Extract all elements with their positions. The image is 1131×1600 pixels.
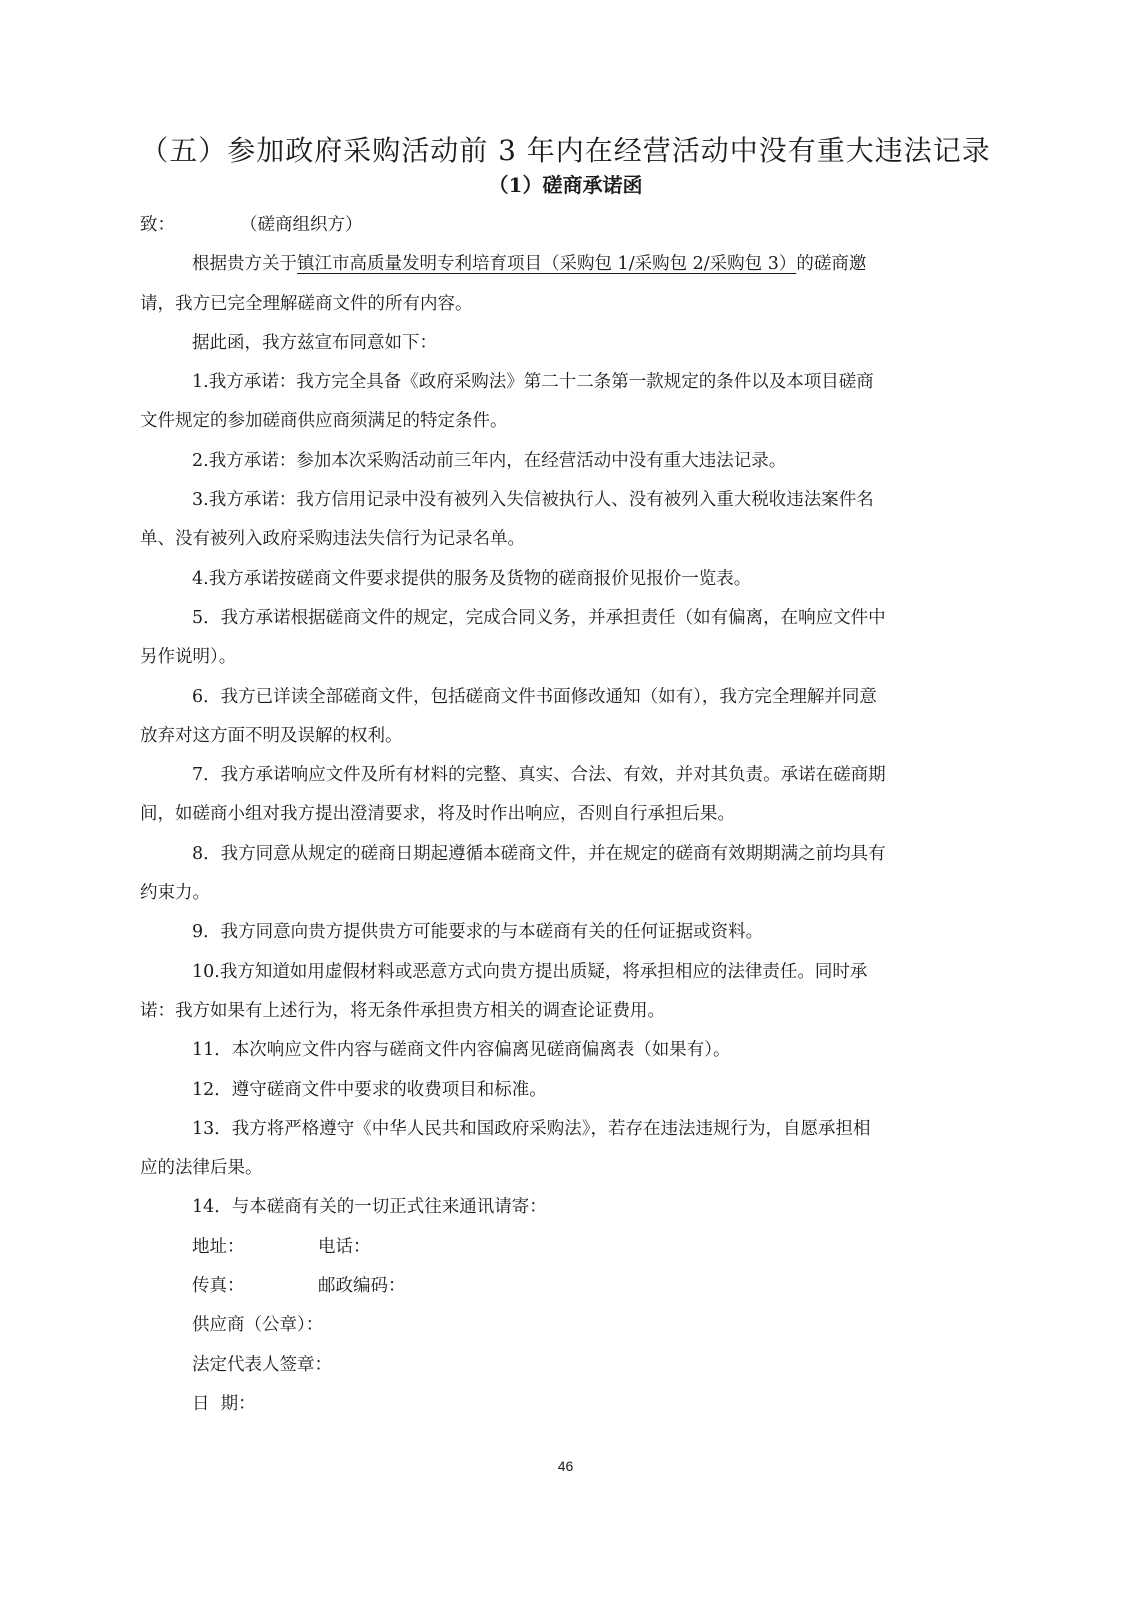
item-13-line-2: 应的法律后果。	[140, 1158, 263, 1179]
address-label: 地址：	[192, 1236, 245, 1257]
item-1-line-2: 文件规定的参加磋商供应商须满足的特定条件。	[140, 411, 508, 432]
item-2-line-1: 2.我方承诺：参加本次采购活动前三年内，在经营活动中没有重大违法记录。	[192, 450, 787, 471]
addressee-line	[140, 206, 970, 245]
item-12-line-1: 12．遵守磋商文件中要求的收费项目和标准。	[192, 1079, 547, 1100]
letter-body	[140, 206, 970, 1424]
intro-text-after: 的磋商邀	[796, 254, 867, 275]
item-8-line-1: 8．我方同意从规定的磋商日期起遵循本磋商文件，并在规定的磋商有效期期满之前均具有	[192, 843, 886, 864]
section-title: （五）参加政府采购活动前 3 年内在经营活动中没有重大违法记录	[140, 134, 991, 167]
item-7-line-2: 间，如磋商小组对我方提出澄清要求，将及时作出响应，否则自行承担后果。	[140, 804, 735, 825]
declaration: 据此函，我方兹宣布同意如下：	[192, 332, 437, 353]
intro-line-2: 请，我方已完全理解磋商文件的所有内容。	[140, 293, 473, 314]
fax-label: 传真：	[192, 1276, 245, 1297]
phone-label: 电话：	[318, 1236, 371, 1257]
item-9-line-1: 9．我方同意向贵方提供贵方可能要求的与本磋商有关的任何证据或资料。	[192, 922, 764, 943]
project-name: 镇江市高质量发明专利培育项目（采购包 1/采购包 2/采购包 3）	[297, 254, 797, 275]
legal-representative-label: 法定代表人签章：	[192, 1354, 332, 1375]
letter-title: （1）磋商承诺函	[488, 173, 643, 197]
item-3-line-1: 3.我方承诺：我方信用记录中没有被列入失信被执行人、没有被列入重大税收违法案件名	[192, 490, 874, 511]
postcode-label: 邮政编码：	[318, 1276, 406, 1297]
item-14-line-1: 14．与本磋商有关的一切正式往来通讯请寄：	[192, 1197, 547, 1218]
supplier-seal-label: 供应商（公章）：	[192, 1315, 324, 1336]
item-7-line-1: 7．我方承诺响应文件及所有材料的完整、真实、合法、有效，并对其负责。承诺在磋商期	[192, 765, 886, 786]
item-5-line-2: 另作说明）。	[140, 647, 237, 668]
item-11-line-1: 11．本次响应文件内容与磋商文件内容偏离见磋商偏离表（如果有）。	[192, 1040, 731, 1061]
item-10-line-2: 诺：我方如果有上述行为，将无条件承担贵方相关的调查论证费用。	[140, 1000, 665, 1021]
item-5-line-1: 5．我方承诺根据磋商文件的规定，完成合同义务，并承担责任（如有偏离，在响应文件中	[192, 607, 886, 628]
item-1-line-1: 1.我方承诺：我方完全具备《政府采购法》第二十二条第一款规定的条件以及本项目磋商	[192, 372, 874, 393]
fax-postcode-line	[140, 1267, 970, 1306]
item-4-line-1: 4.我方承诺按磋商文件要求提供的服务及货物的磋商报价见报价一览表。	[192, 568, 752, 589]
page-number: 46	[557, 1458, 574, 1474]
item-6-line-1: 6．我方已详读全部磋商文件，包括磋商文件书面修改通知（如有），我方完全理解并同意	[192, 686, 877, 707]
intro-line-1	[140, 245, 970, 284]
recipient: （磋商组织方）	[240, 215, 363, 235]
address-phone-line	[140, 1228, 970, 1267]
intro-text-before: 根据贵方关于	[192, 254, 297, 275]
to-label: 致：	[140, 215, 175, 235]
date-label: 日 期：	[192, 1393, 256, 1414]
item-3-line-2: 单、没有被列入政府采购违法失信行为记录名单。	[140, 529, 525, 550]
item-8-line-2: 约束力。	[140, 883, 210, 904]
item-10-line-1: 10.我方知道如用虚假材料或恶意方式向贵方提出质疑，将承担相应的法律责任。同时承	[192, 961, 868, 982]
item-13-line-1: 13．我方将严格遵守《中华人民共和国政府采购法》，若存在违法违规行为，自愿承担相	[192, 1118, 871, 1139]
item-6-line-2: 放弃对这方面不明及误解的权利。	[140, 725, 403, 746]
